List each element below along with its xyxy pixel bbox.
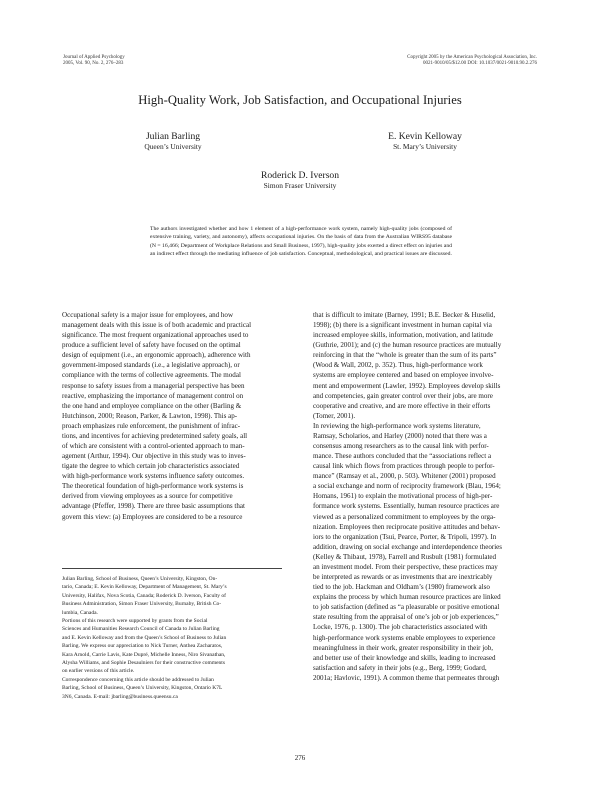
author-name: Julian Barling — [145, 131, 201, 142]
footnote-line: Barling. We express our appreciation to Nick Turner, Anthea Zacharatos, — [62, 643, 223, 650]
body-line: Locke, 1976, p. 1300). The job characteristics associated with — [313, 623, 488, 632]
body-line: iors to the organization (Tsui, Pearce, Porter, & Tripoli, 1997). In — [313, 532, 497, 541]
body-line: govern this view: (a) Employees are considered to be a resource — [62, 512, 243, 521]
body-line: tigate the degree to which certain job characteristics associated — [62, 462, 240, 471]
body-line: be interpreted as rewards or as investments that are inextricably — [313, 573, 493, 582]
footnote-line: Alysha Williams, and Sophie Desaulniers for their constructive comments — [62, 660, 225, 667]
body-line: cooperative and creative, and are more effective in their efforts — [313, 401, 491, 410]
body-line: 1998); (b) there is a significant investment in human capital via — [313, 321, 492, 330]
body-line: (Tomer, 2001). — [313, 411, 356, 420]
body-line: reinforcing in that the “whole is greater than the sum of its parts” — [313, 351, 497, 360]
body-line: a social exchange and norm of reciprocity framework (Blau, 1964; — [313, 482, 501, 491]
body-line: design of equipment (i.e., an ergonomic approach), adherence with — [62, 351, 251, 360]
body-line: consensus among researchers as to the causal link with perfor- — [313, 442, 489, 451]
footnote-line: Barling, School of Business, Queen’s University, Kingston, Ontario K7L — [62, 685, 223, 692]
body-line: and better use of their knowledge and skills, leading to increased — [313, 653, 496, 662]
author-name: E. Kevin Kelloway — [388, 131, 462, 142]
body-line: state resulting from the appraisal of one’s job or job experiences,” — [313, 613, 499, 622]
body-line: to job satisfaction (defined as “a pleasurable or positive emotional — [313, 603, 500, 612]
author-block-barling — [108, 131, 238, 151]
body-line: explains the process by which human resource practices are linked — [313, 593, 501, 602]
body-line: tied to the job. Hackman and Oldham’s (1980) framework also — [313, 583, 490, 592]
footnote-line: Correspondence concerning this article should be addressed to Julian — [62, 676, 214, 683]
footnote-line: on earlier versions of this article. — [62, 668, 135, 675]
journal-volume: 2005, Vol. 90, No. 2, 276–283 — [63, 61, 124, 67]
body-line: meaningfulness in their work, greater responsibility in their job, — [313, 643, 494, 652]
body-line: satisfaction and safety in their jobs (e.g., Berg, 1999; Godard, — [313, 663, 487, 672]
body-line: an investment model. From their perspective, these practices may — [313, 562, 498, 571]
body-line: In reviewing the high-performance work systems literature, — [313, 421, 481, 430]
body-line: produce a sufficient level of safety have focused on the optimal — [62, 341, 241, 350]
footnote-line: University, Halifax, Nova Scotia, Canada; Roderick D. Iverson, Faculty of — [62, 592, 226, 599]
body-line: mance. These authors concluded that the “associations reflect a — [313, 452, 492, 461]
journal-header-left — [63, 55, 125, 67]
body-line: addition, drawing on social exchange and interdependence theories — [313, 542, 503, 551]
footnote-line: and E. Kevin Kelloway and from the Queen’s School of Business to Julian — [62, 634, 227, 641]
body-column-right — [313, 310, 533, 683]
author-block-iverson — [235, 170, 365, 190]
abstract: The authors investigated whether and how 1 element of a high-performance work system, namely high-quality jobs (composed of extensive training, variety, and autonomy), affects occupational injuries. On the basis of data from the Australian WIRS95 database (N = 16,466; Department of Workplace Relations and Small Business, 1997), high-quality jobs exerted a direct effect on injuries and an indirect effect through the mediating influence of job satisfaction. Conceptual, methodological, and practical issues are discussed. — [150, 226, 453, 258]
footnote-line: Sciences and Humanities Research Council of Canada to Julian Barling — [62, 626, 220, 633]
body-line: formance work systems. Essentially, human resource practices are — [313, 502, 500, 511]
footnote-line: 3N6, Canada. E-mail: jbarling@business.queensu.ca — [62, 693, 178, 700]
body-column-left — [62, 310, 282, 522]
body-line: 2001a; Havlovic, 1991). A common theme that permeates through — [313, 673, 500, 682]
footnote-line: Portions of this research were supported by grants from the Social — [62, 618, 208, 625]
footnote-line: Business Administration, Simon Fraser University, Burnaby, British Co- — [62, 601, 222, 608]
author-block-kelloway — [355, 131, 495, 151]
body-line: (Kelley & Thibaut, 1978), Farrell and Rusbult (1981) formulated — [313, 552, 497, 561]
body-line: Occupational safety is a major issue for employees, and how — [62, 311, 234, 319]
body-line: reactive, emphasizing the importance of management control on — [62, 391, 244, 400]
footnote-line: lumbia, Canada. — [62, 609, 98, 616]
body-line: Homans, 1961) to explain the motivational process of high-per- — [313, 492, 493, 501]
body-line: systems are employee centered and based on employee involve- — [313, 371, 494, 380]
author-affiliation: Queen’s University — [144, 142, 202, 151]
body-line: advantage (Pfeffer, 1998). There are three basic assumptions that — [62, 502, 245, 511]
body-line: Ramsay, Scholarios, and Harley (2000) noted that there was a — [313, 431, 487, 440]
page-number: 276 — [294, 754, 306, 762]
body-line: high-performance work systems enable employees to experience — [313, 633, 496, 642]
footnote-divider — [62, 568, 282, 569]
journal-header-right — [407, 55, 537, 67]
copyright-line: Copyright 2005 by the American Psychological Association, Inc. — [407, 55, 537, 60]
body-line: significance. The most frequent organizational approaches used to — [62, 331, 249, 340]
body-line: with high-performance work systems influence safety outcomes. — [62, 472, 245, 481]
author-affiliation: St. Mary’s University — [393, 142, 457, 151]
body-line: government-imposed standards (i.e., a legislative approach), or — [62, 361, 240, 370]
body-line: proach emphasizes rule enforcement, the punishment of infrac- — [62, 421, 241, 430]
doi-line: 0021-9010/05/$12.00 DOI: 10.1037/0021-9010.90.2.276 — [422, 61, 537, 67]
body-line: (Wood & Wall, 2002, p. 352). Thus, high-performance work — [313, 361, 483, 370]
body-line: that is difficult to imitate (Barney, 1991; B.E. Becker & Huselid, — [313, 311, 496, 319]
journal-name: Journal of Applied Psychology — [63, 55, 125, 60]
article-title: High-Quality Work, Job Satisfaction, and Occupational Injuries — [138, 93, 462, 107]
body-line: causal link which flows from practices through people to perfor- — [313, 462, 495, 471]
footnote-line: Kara Arnold, Carrie Lavis, Kate Dupré, Michelle Inness, Niro Sivanathan, — [62, 651, 226, 658]
footnote-line: Julian Barling, School of Business, Queen’s University, Kingston, On- — [62, 576, 218, 582]
body-line: mance” (Ramsay et al., 2000, p. 503). Whitener (2001) proposed — [313, 472, 496, 481]
body-line: of which are consistent with a control-oriented approach to man- — [62, 442, 245, 451]
footnote-line: tario, Canada; E. Kevin Kelloway, Department of Management, St. Mary’s — [62, 584, 227, 591]
author-name: Roderick D. Iverson — [260, 170, 340, 181]
body-line: management deals with this issue is of both academic and practical — [62, 321, 252, 330]
body-line: viewed as a personalized commitment to employees by the orga- — [313, 512, 496, 521]
body-line: agement (Arthur, 1994). Our objective in this study was to inves- — [62, 452, 246, 461]
body-line: compliance with the terms of collective agreements. The modal — [62, 371, 241, 380]
body-line: response to safety issues from a managerial perspective has been — [62, 381, 245, 390]
body-line: ment and empowerment (Lawler, 1992). Employees develop skills — [313, 381, 501, 390]
body-line: tions, and incentives for achieving predetermined safety goals, all — [62, 431, 248, 440]
body-line: (Guthrie, 2001); and (c) the human resource practices are mutually — [313, 341, 502, 350]
body-line: derived from viewing employees as a source for competitive — [62, 492, 233, 501]
author-footnote — [62, 575, 282, 701]
body-line: increased employee skills, information, motivation, and latitude — [313, 331, 493, 340]
body-line: nization. Employees then reciprocate positive attitudes and behav- — [313, 522, 501, 531]
body-line: the one hand and employee compliance on the other (Barling & — [62, 401, 242, 410]
body-line: and competencies, gain greater control over their jobs, are more — [313, 391, 493, 400]
body-line: Hutchinson, 2000; Reason, Parker, & Lawton, 1998). This ap- — [62, 411, 238, 420]
body-line: The theoretical foundation of high-performance work systems is — [62, 482, 244, 491]
author-affiliation: Simon Fraser University — [263, 181, 337, 190]
